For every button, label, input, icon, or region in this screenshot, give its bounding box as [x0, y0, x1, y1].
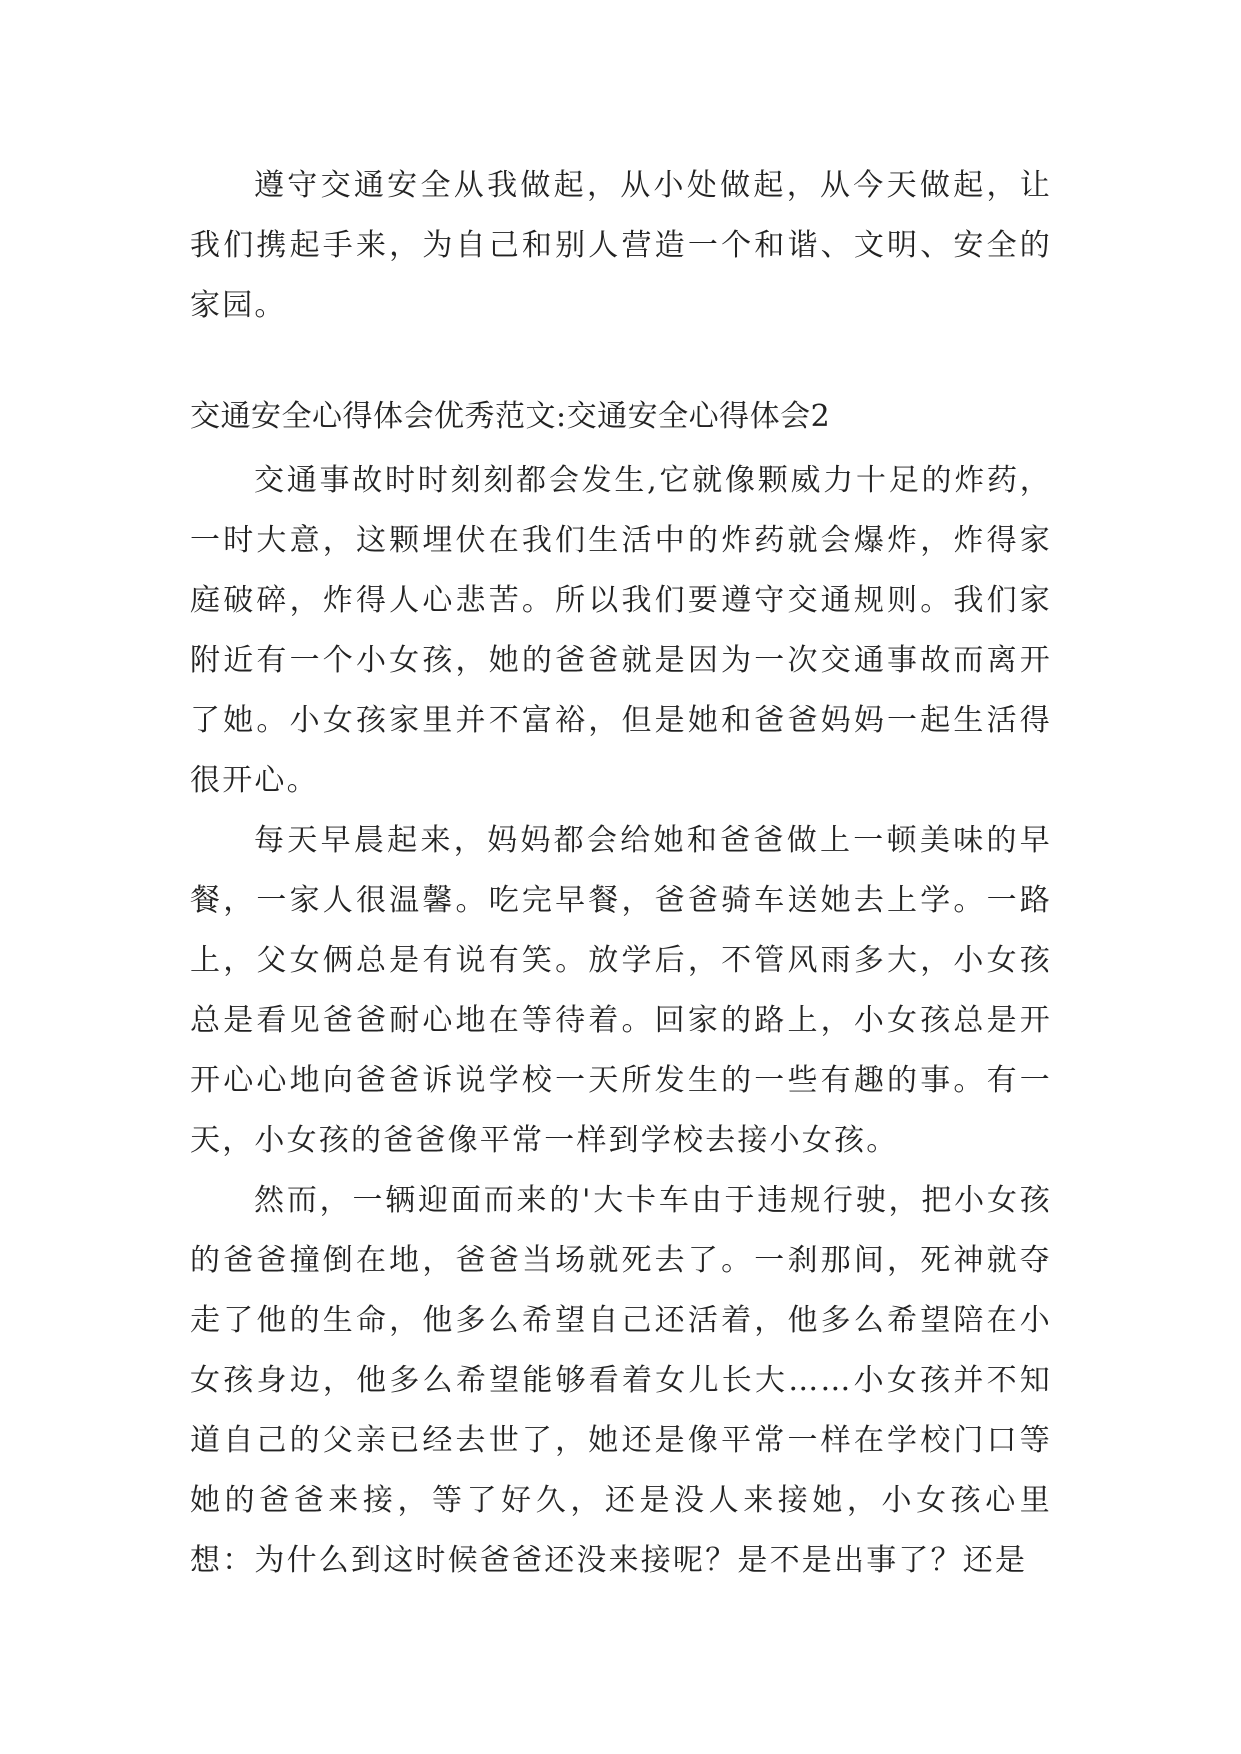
body-section: [190, 451, 1052, 1591]
intro-paragraph: 遵守交通安全从我做起，从小处做起，从今天做起，让我们携起手来，为自己和别人营造一个和谐、文明、安全的家园。: [190, 168, 1052, 323]
section-heading: 交通安全心得体会优秀范文:交通安全心得体会2: [190, 399, 831, 434]
body-paragraph-1: 交通事故时时刻刻都会发生,它就像颗威力十足的炸药，一时大意，这颗埋伏在我们生活中的炸药就会爆炸，炸得家庭破碎，炸得人心悲苦。所以我们要遵守交通规则。我们家附近有一个小女孩，她的爸爸就是因为一次交通事故而离开了她。小女孩家里并不富裕，但是她和爸爸妈妈一起生活得很开心。: [190, 463, 1052, 798]
body-paragraph-2: 每天早晨起来，妈妈都会给她和爸爸做上一顿美味的早餐，一家人很温馨。吃完早餐，爸爸骑车送她去上学。一路上，父女俩总是有说有笑。放学后，不管风雨多大，小女孩总是看见爸爸耐心地在等待着。回家的路上，小女孩总是开开心心地向爸爸诉说学校一天所发生的一些有趣的事。有一天，小女孩的爸爸像平常一样到学校去接小女孩。: [190, 823, 1052, 1158]
body-paragraph-3: 然而，一辆迎面而来的'大卡车由于违规行驶，把小女孩的爸爸撞倒在地，爸爸当场就死去了。一刹那间，死神就夺走了他的生命，他多么希望自己还活着，他多么希望陪在小女孩身边，他多么希望能够看着女儿长大……小女孩并不知道自己的父亲已经去世了，她还是像平常一样在学校门口等她的爸爸来接，等了好久，还是没人来接她，小女孩心里想：为什么到这时候爸爸还没来接呢？是不是出事了？还是: [190, 1183, 1052, 1578]
intro-section: [190, 156, 1052, 336]
